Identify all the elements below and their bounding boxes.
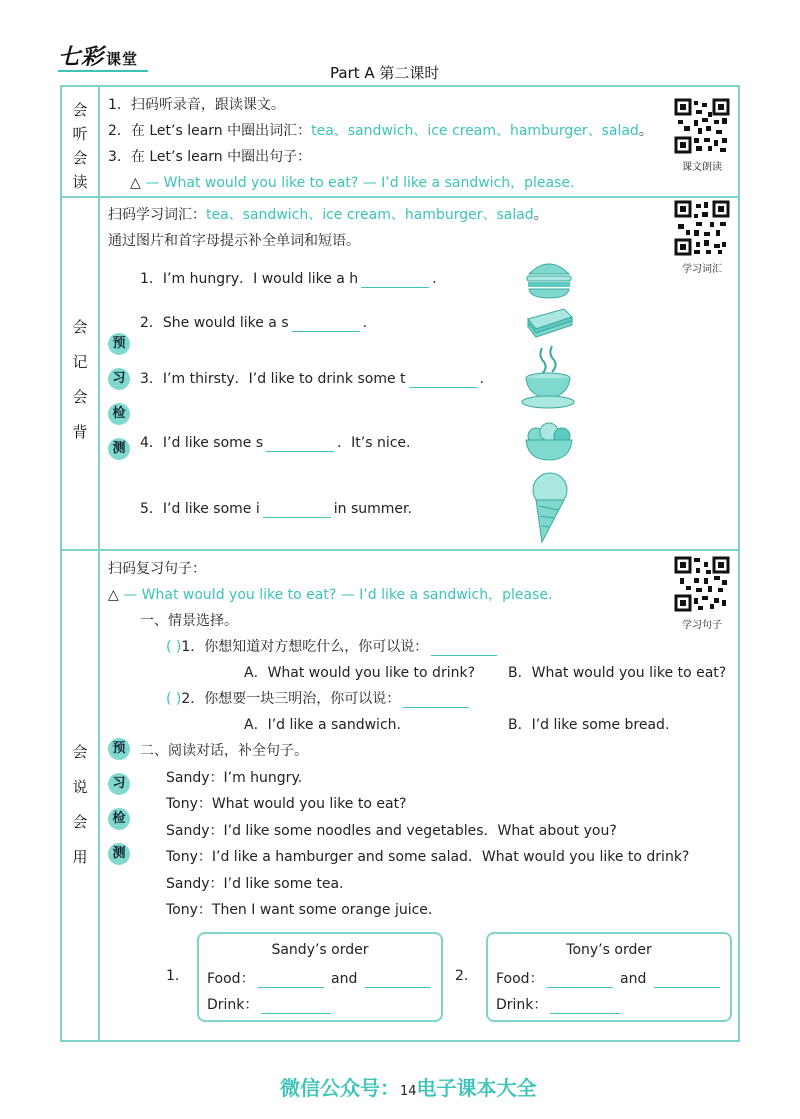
order2-number: 2. <box>455 968 469 984</box>
dialogue-line: Tony：Then I want some orange juice. <box>166 902 433 918</box>
qr-caption: 学习句子 <box>682 620 722 631</box>
badge-study: 习 <box>108 773 130 795</box>
fill-item-5: 5．I’d like some i in summer. <box>140 501 412 517</box>
badge-test: 测 <box>108 843 130 865</box>
tony-drink-row: Drink： <box>496 994 623 1014</box>
tony-order-title: Tony’s order <box>566 942 652 958</box>
answer-blank[interactable] <box>365 973 431 988</box>
badge-check: 检 <box>108 808 130 830</box>
answer-blank[interactable] <box>550 999 620 1014</box>
badge-test: 测 <box>108 438 130 460</box>
qr-caption: 学习词汇 <box>682 264 722 275</box>
answer-blank[interactable] <box>266 437 334 452</box>
sandy-drink-row: Drink： <box>207 994 334 1014</box>
logo-underline <box>58 70 148 72</box>
answer-blank[interactable] <box>258 973 324 988</box>
s3-intro: 扫码复习句子： <box>108 561 206 577</box>
section-divider-1 <box>60 196 740 198</box>
sandy-food-row: Food： and <box>207 968 434 988</box>
dialogue-line: Sandy：I’d like some noodles and vegetables．What about you? <box>166 823 617 839</box>
answer-blank[interactable] <box>361 273 429 288</box>
q1-option-a[interactable]: A．What would you like to drink? <box>244 665 475 681</box>
order1-number: 1. <box>166 968 180 984</box>
part1-title: 一、情景选择。 <box>140 613 238 629</box>
s1-line1: 1．扫码听录音，跟读课文。 <box>108 97 285 113</box>
dialogue-line: Tony：What would you like to eat? <box>166 796 407 812</box>
tony-food-row: Food： and <box>496 968 723 988</box>
answer-blank[interactable] <box>547 973 613 988</box>
section-divider-2 <box>60 549 740 551</box>
dialogue-line: Sandy：I’d like some tea. <box>166 876 344 892</box>
salad-picture <box>522 418 576 464</box>
dialogue-line: Tony：I’d like a hamburger and some salad．What would you like to drink? <box>166 849 690 865</box>
question-1: ( )1．你想知道对方想吃什么，你可以说： <box>166 636 500 656</box>
qr-code-icon[interactable] <box>674 98 730 154</box>
answer-blank[interactable] <box>431 641 497 656</box>
section1-side-label: 会 听 会 读 <box>72 101 88 191</box>
fill-item-2: 2．She would like a s . <box>140 315 368 331</box>
hamburger-picture <box>524 254 574 300</box>
part2-title: 二、阅读对话，补全句子。 <box>140 743 308 759</box>
answer-blank[interactable] <box>403 693 469 708</box>
qr-caption: 课文朗读 <box>682 162 722 173</box>
question-2: ( )2．你想要一块三明治，你可以说： <box>166 688 472 708</box>
sandwich-picture <box>524 305 576 341</box>
answer-blank[interactable] <box>409 373 477 388</box>
page-number: 14 <box>400 1084 417 1099</box>
dialogue-line: Sandy：I’m hungry. <box>166 770 303 786</box>
answer-paren[interactable]: ( ) <box>166 691 182 707</box>
fill-item-4: 4．I’d like some s ．It’s nice. <box>140 435 411 451</box>
answer-blank[interactable] <box>263 503 331 518</box>
fill-item-1: 1．I’m hungry．I would like a h . <box>140 271 437 287</box>
section2-side-label: 会 记 会 背 <box>72 318 88 441</box>
q2-option-b[interactable]: B．I’d like some bread. <box>508 717 670 733</box>
q2-option-a[interactable]: A．I’d like a sandwich. <box>244 717 401 733</box>
ice-cream-picture <box>524 470 576 544</box>
answer-blank[interactable] <box>261 999 331 1014</box>
sandy-order-title: Sandy’s order <box>271 942 369 958</box>
s2-instruction: 通过图片和首字母提示补全单词和短语。 <box>108 233 360 249</box>
s1-line3: 3．在 Let’s learn 中圈出句子： <box>108 149 312 165</box>
qr-code-icon[interactable] <box>674 200 730 256</box>
s2-intro: 扫码学习词汇：tea、sandwich、ice cream、hamburger、salad。 <box>108 207 548 223</box>
badge-study: 习 <box>108 368 130 390</box>
page-title: Part A 第二课时 <box>330 64 440 82</box>
s3-key-sentence: △ — What would you like to eat? — I’d like a sandwich，please. <box>108 587 553 603</box>
side-column-divider <box>98 86 100 1041</box>
qr-code-icon[interactable] <box>674 556 730 612</box>
badge-check: 检 <box>108 403 130 425</box>
s1-line2: 2．在 Let’s learn 中圈出词汇：tea、sandwich、ice cream、hamburger、salad。 <box>108 123 653 139</box>
section3-side-label: 会 说 会 用 <box>72 743 88 866</box>
answer-blank[interactable] <box>292 317 360 332</box>
brand-logo: 七彩 课堂 <box>58 44 139 70</box>
badge-preview: 预 <box>108 738 130 760</box>
badge-preview: 预 <box>108 333 130 355</box>
answer-paren[interactable]: ( ) <box>166 639 182 655</box>
footer-watermark: 微信公众号：14电子课本大全 <box>280 1076 537 1100</box>
fill-item-3: 3．I’m thirsty．I’d like to drink some t . <box>140 371 484 387</box>
tea-picture <box>520 344 578 410</box>
answer-blank[interactable] <box>654 973 720 988</box>
s1-key-sentence: △ — What would you like to eat? — I’d like a sandwich，please. <box>130 175 575 191</box>
q1-option-b[interactable]: B．What would you like to eat? <box>508 665 727 681</box>
